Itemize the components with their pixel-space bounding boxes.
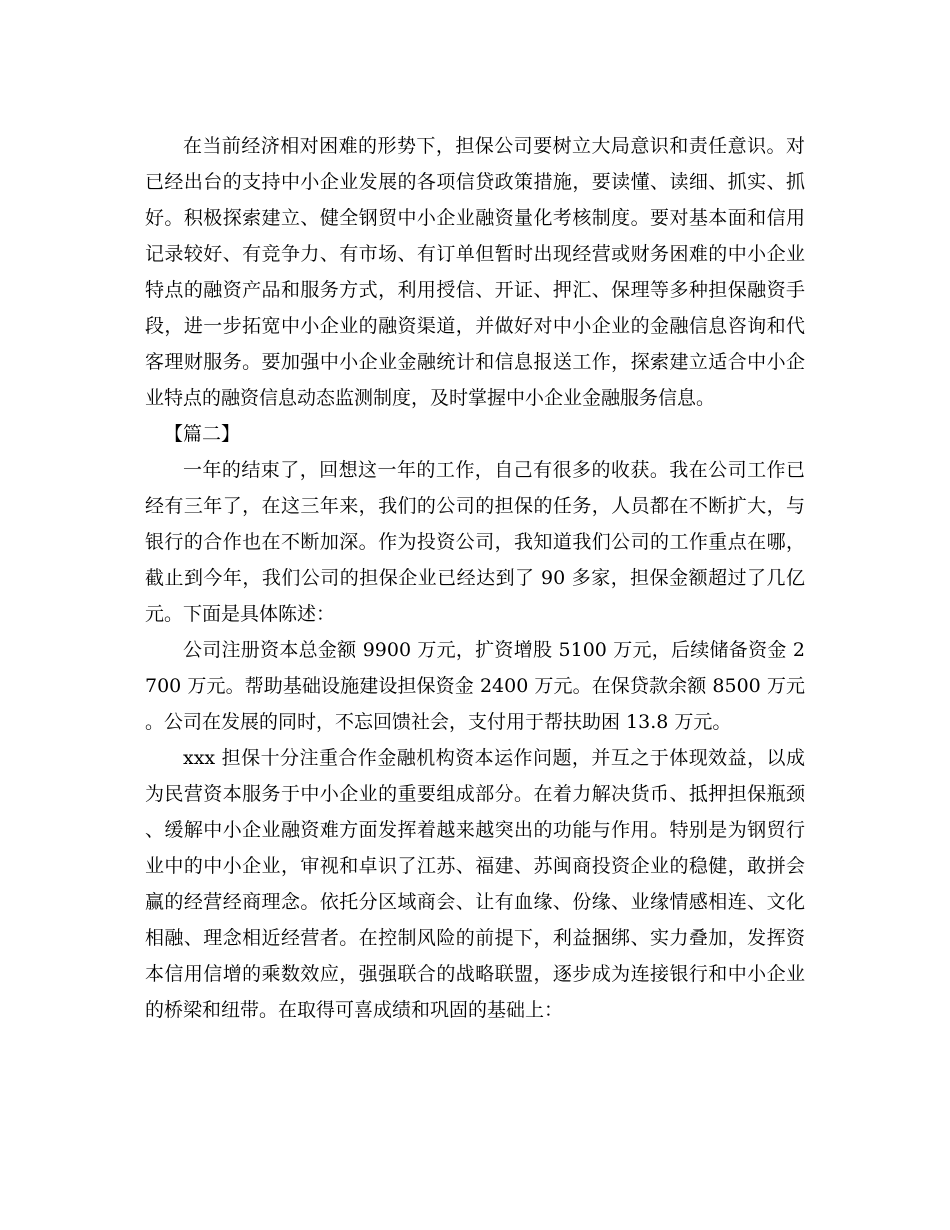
section-heading-part-two: 【篇二】 xyxy=(164,423,241,445)
paragraph-capital-figures: 公司注册资本总金额 9900 万元，扩资增股 5100 万元，后续储备资金 2700 万元。帮助基础设施建设担保资金 2400 万元。在保贷款余额 8500 万元。公司在发展的同时，不忘回馈社会，支付用于帮扶助困 13.8 万元。 xyxy=(145,639,805,733)
paragraph-year-review: 一年的结束了，回想这一年的工作，自己有很多的收获。我在公司工作已经有三年了，在这三年来，我们的公司的担保的任务，人员都在不断扩大，与银行的合作也在不断加深。作为投资公司，我知道我们公司的工作重点在哪，截止到今年，我们公司的担保企业已经达到了 90 多家，担保金额超过了几亿元。下面是具体陈述： xyxy=(145,459,805,625)
paragraph-cooperation: xxx 担保十分注重合作金融机构资本运作问题，并互之于体现效益，以成为民营资本服务于中小企业的重要组成部分。在着力解决货币、抵押担保瓶颈、缓解中小企业融资难方面发挥着越来越突出的功能与作用。特别是为钢贸行业中的中小企业，审视和卓识了江苏、福建、苏闽商投资企业的稳健，敢拼会赢的经营经商理念。依托分区域商会、让有血缘、份缘、业缘情感相连、文化相融、理念相近经营者。在控制风险的前提下，利益捆绑、实力叠加，发挥资本信用信增的乘数效应，强强联合的战略联盟，逐步成为连接银行和中小企业的桥梁和纽带。在取得可喜成绩和巩固的基础上： xyxy=(145,747,805,1021)
document-body xyxy=(145,128,805,1028)
paragraph-credit-policy: 在当前经济相对困难的形势下，担保公司要树立大局意识和责任意识。对已经出台的支持中小企业发展的各项信贷政策措施，要读懂、读细、抓实、抓好。积极探索建立、健全钢贸中小企业融资量化考核制度。要对基本面和信用记录较好、有竞争力、有市场、有订单但暂时出现经营或财务困难的中小企业特点的融资产品和服务方式，利用授信、开证、押汇、保理等多种担保融资手段，进一步拓宽中小企业的融资渠道，并做好对中小企业的金融信息咨询和代客理财服务。要加强中小企业金融统计和信息报送工作，探索建立适合中小企业特点的融资信息动态监测制度，及时掌握中小企业金融服务信息。 xyxy=(145,135,805,409)
